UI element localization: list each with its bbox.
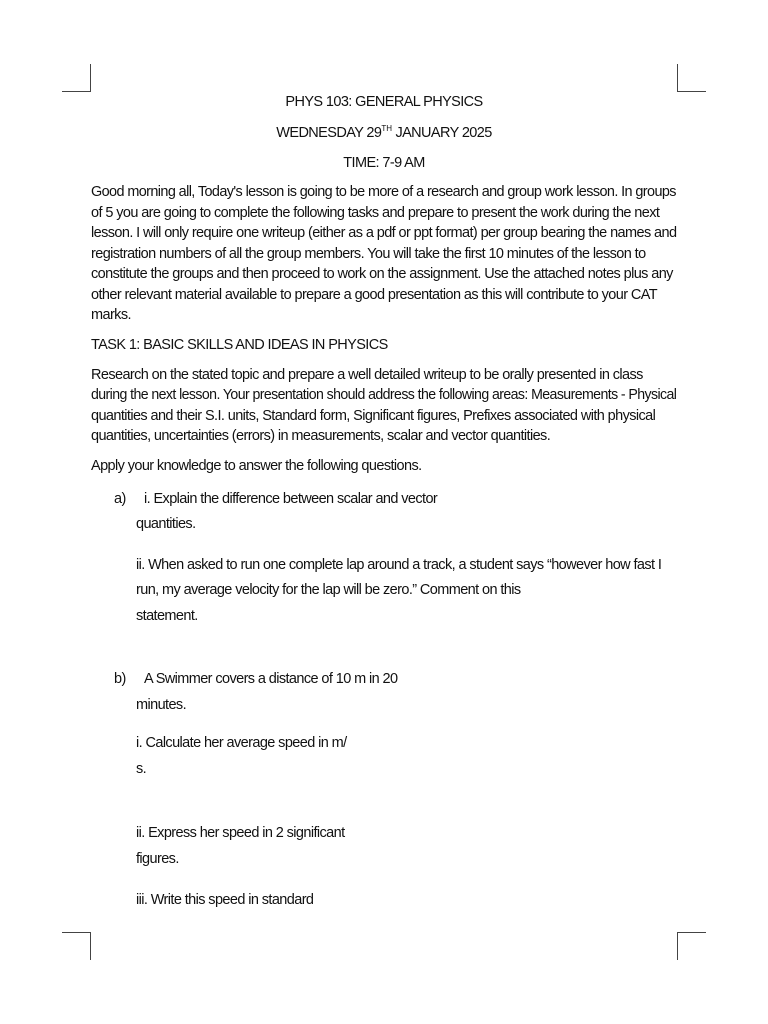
question-b-i: s. [136, 761, 147, 777]
intro-line: lesson. I will only require one writeup (either as a pdf or ppt format) per group bearing the names and [91, 225, 677, 241]
intro-line: registration numbers of all the group members. You will take the first 10 minutes of the lesson to [91, 246, 646, 262]
question-a-label: a) [114, 491, 126, 507]
question-a-ii: ii. When asked to run one complete lap around a track, a student says “however how fast I [136, 557, 662, 573]
question-b-iii: iii. Write this speed in standard [136, 892, 314, 908]
question-b-i: i. Calculate her average speed in m/ [136, 735, 347, 751]
apply-instruction: Apply your knowledge to answer the following questions. [91, 458, 422, 474]
question-b: minutes. [136, 697, 186, 713]
task-body-line: Research on the stated topic and prepare a well detailed writeup to be orally presented in class [91, 367, 643, 383]
task-title: TASK 1: BASIC SKILLS AND IDEAS IN PHYSICS [91, 337, 388, 353]
question-b: A Swimmer covers a distance of 10 m in 20 [144, 671, 398, 687]
question-b-label: b) [114, 671, 126, 687]
intro-line: marks. [91, 307, 131, 323]
question-a-i: quantities. [136, 516, 196, 532]
intro-line: of 5 you are going to complete the following tasks and prepare to present the work during the next [91, 205, 660, 221]
question-a-ii: statement. [136, 608, 198, 624]
question-b-ii: ii. Express her speed in 2 significant [136, 825, 345, 841]
lesson-time: TIME: 7-9 AM [343, 155, 425, 171]
question-a-ii: run, my average velocity for the lap will be zero.” Comment on this [136, 582, 521, 598]
task-body-line: during the next lesson. Your presentation should address the following areas: Measurements - Physical [91, 387, 677, 403]
task-body-line: quantities and their S.I. units, Standard form, Significant figures, Prefixes associated with physical [91, 408, 656, 424]
intro-line: Good morning all, Today's lesson is going to be more of a research and group work lesson. In groups [91, 184, 676, 200]
question-b-ii: figures. [136, 851, 179, 867]
intro-line: constitute the groups and then proceed to work on the assignment. Use the attached notes plus any [91, 266, 673, 282]
task-body-line: quantities, uncertainties (errors) in measurements, scalar and vector quantities. [91, 428, 551, 444]
course-title: PHYS 103: GENERAL PHYSICS [285, 94, 483, 110]
lesson-date: WEDNESDAY 29TH JANUARY 2025 [276, 124, 492, 141]
intro-line: other relevant material available to prepare a good presentation as this will contribute to your CAT [91, 287, 657, 303]
question-a-i: i. Explain the difference between scalar and vector [144, 491, 438, 507]
